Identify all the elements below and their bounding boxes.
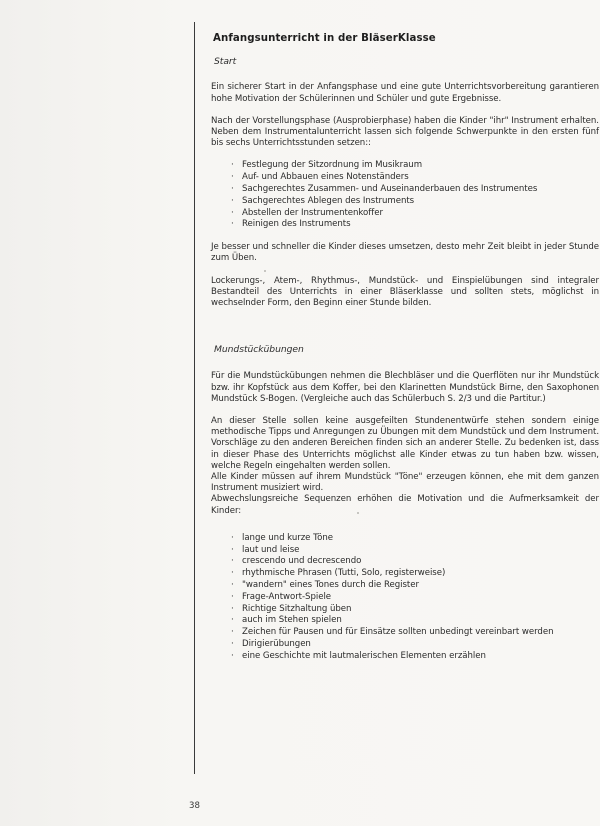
list-item: · Sachgerechtes Ablegen des Instruments bbox=[231, 195, 415, 206]
paragraph: Ein sicherer Start in der Anfangsphase und eine gute Unterrichtsvorbereitung garantieren hohe Motivation der Schülerinnen und Schüler und gute Ergebnisse. bbox=[211, 82, 599, 104]
list-item: · Abstellen der Instrumentenkoffer bbox=[231, 207, 383, 218]
page-title: Anfangsunterricht in der BläserKlasse bbox=[213, 33, 436, 44]
scan-speck bbox=[357, 512, 359, 514]
list-item: · Frage-Antwort-Spiele bbox=[231, 591, 332, 602]
bullet-list-basics bbox=[231, 160, 599, 231]
bullet-icon: · bbox=[231, 603, 234, 614]
page-number: 38 bbox=[189, 801, 200, 811]
list-item: · auch im Stehen spielen bbox=[231, 615, 342, 626]
list-item: · lange und kurze Töne bbox=[231, 532, 333, 543]
bullet-icon: · bbox=[231, 160, 234, 171]
list-item: · laut und leise bbox=[231, 544, 300, 555]
paragraph: Abwechslungsreiche Sequenzen erhöhen die Motivation und die Aufmerksamkeit der Kinder: bbox=[211, 494, 599, 516]
bullet-icon: · bbox=[231, 532, 234, 543]
bullet-icon: · bbox=[231, 627, 234, 638]
bullet-icon: · bbox=[231, 219, 234, 230]
bullet-icon: · bbox=[231, 195, 234, 206]
list-item: · Richtige Sitzhaltung üben bbox=[231, 603, 352, 614]
section-heading-start: Start bbox=[214, 56, 237, 68]
bullet-icon: · bbox=[231, 568, 234, 579]
bullet-icon: · bbox=[231, 544, 234, 555]
scan-speck bbox=[264, 270, 266, 272]
bullet-icon: · bbox=[231, 207, 234, 218]
list-item: · Sachgerechtes Zusammen- und Auseinanderbauen des Instrumentes bbox=[231, 184, 538, 195]
bullet-icon: · bbox=[231, 556, 234, 567]
list-item: · crescendo und decrescendo bbox=[231, 556, 362, 567]
bullet-icon: · bbox=[231, 184, 234, 195]
margin-rule bbox=[194, 22, 195, 774]
paragraph: Alle Kinder müssen auf ihrem Mundstück "Töne" erzeugen können, ehe mit dem ganzen Instrument musiziert wird. bbox=[211, 472, 599, 494]
bullet-icon: · bbox=[231, 580, 234, 591]
bullet-list-exercises bbox=[231, 533, 599, 663]
list-item: · Auf- und Abbauen eines Notenständers bbox=[231, 172, 409, 183]
paragraph: Je besser und schneller die Kinder dieses umsetzen, desto mehr Zeit bleibt in jeder Stunde zum Üben. bbox=[211, 242, 599, 264]
page-content bbox=[211, 33, 599, 674]
list-item: · Festlegung der Sitzordnung im Musikraum bbox=[231, 160, 423, 171]
list-item: · Dirigierübungen bbox=[231, 639, 311, 650]
list-item: · "wandern" eines Tones durch die Register bbox=[231, 580, 419, 591]
section-heading-mundstueck: Mundstückübungen bbox=[214, 344, 304, 356]
list-item: · Reinigen des Instruments bbox=[231, 219, 351, 230]
bullet-icon: · bbox=[231, 639, 234, 650]
list-item: · eine Geschichte mit lautmalerischen Elementen erzählen bbox=[231, 650, 486, 661]
bullet-icon: · bbox=[231, 615, 234, 626]
list-item: · rhythmische Phrasen (Tutti, Solo, registerweise) bbox=[231, 568, 446, 579]
bullet-icon: · bbox=[231, 650, 234, 661]
paragraph: An dieser Stelle sollen keine ausgefeilten Stundenentwürfe stehen sondern einige methodische Tipps und Anregungen zu Übungen mit dem Mundstück und dem Instrument. Vorschläge zu den anderen Bereichen finden sich an anderer Stelle. Zu bedenken ist, dass in dieser Phase des Unterrichts möglichst alle Kinder etwas zu tun haben bzw. wissen, welche Regeln eingehalten werden sollen. bbox=[211, 416, 599, 471]
paragraph: Lockerungs-, Atem-, Rhythmus-, Mundstück- und Einspielübungen sind integraler Bestandteil des Unterrichts in einer Bläserklasse und sollten stets, möglichst in wechselnder Form, den Beginn einer Stunde bilden. bbox=[211, 275, 599, 309]
bullet-icon: · bbox=[231, 172, 234, 183]
list-item: · Zeichen für Pausen und für Einsätze sollten unbedingt vereinbart werden bbox=[231, 627, 554, 638]
paragraph: Nach der Vorstellungsphase (Ausprobierphase) haben die Kinder "ihr" Instrument erhalten. Neben dem Instrumentalunterricht lassen sich folgende Schwerpunkte in den ersten fünf bis sechs Unterrichtsstunden setzen:: bbox=[211, 115, 599, 149]
paragraph: Für die Mundstückübungen nehmen die Blechbläser und die Querflöten nur ihr Mundstück bzw. ihr Kopfstück aus dem Koffer, bei den Klarinetten Mundstück Birne, den Saxophonen Mundstück S-Bogen. (Vergleiche auch das Schülerbuch S. 2/3 und die Partitur.) bbox=[211, 371, 599, 404]
bullet-icon: · bbox=[231, 591, 234, 602]
